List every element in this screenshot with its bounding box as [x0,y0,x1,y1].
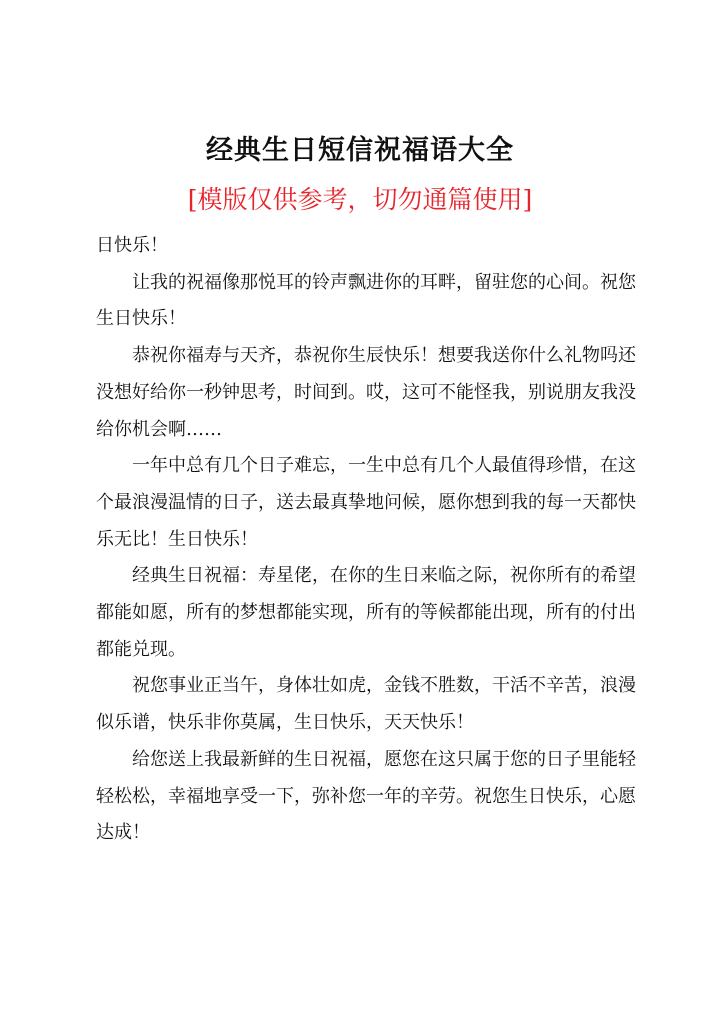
document-body [96,228,636,852]
paragraph: 恭祝你福寿与天齐，恭祝你生辰快乐！想要我送你什么礼物吗还没想好给你一秒钟思考，时间到。哎，这可不能怪我，别说朋友我没给你机会啊…… [96,345,636,440]
document-title: 经典生日短信祝福语大全 [206,135,514,166]
paragraph: 祝您事业正当午，身体壮如虎，金钱不胜数，干活不辛苦，浪漫似乐谱，快乐非你莫属，生日快乐，天天快乐！ [96,675,636,734]
paragraph-fragment: 日快乐！ [96,235,168,256]
paragraph: 经典生日祝福：寿星佬，在你的生日来临之际，祝你所有的希望都能如愿，所有的梦想都能实现，所有的等候都能出现，所有的付出都能兑现。 [96,565,636,660]
paragraph: 给您送上我最新鲜的生日祝福，愿您在这只属于您的日子里能轻轻松松，幸福地享受一下，弥补您一年的辛劳。祝您生日快乐，心愿达成！ [96,748,636,844]
paragraph: 让我的祝福像那悦耳的铃声飘进你的耳畔，留驻您的心间。祝您生日快乐！ [96,271,636,330]
paragraph: 一年中总有几个日子难忘，一生中总有几个人最值得珍惜，在这个最浪漫温情的日子，送去最真挚地问候，愿你想到我的每一天都快乐无比！生日快乐！ [96,455,636,550]
template-notice: [模版仅供参考，切勿通篇使用] [187,185,533,214]
